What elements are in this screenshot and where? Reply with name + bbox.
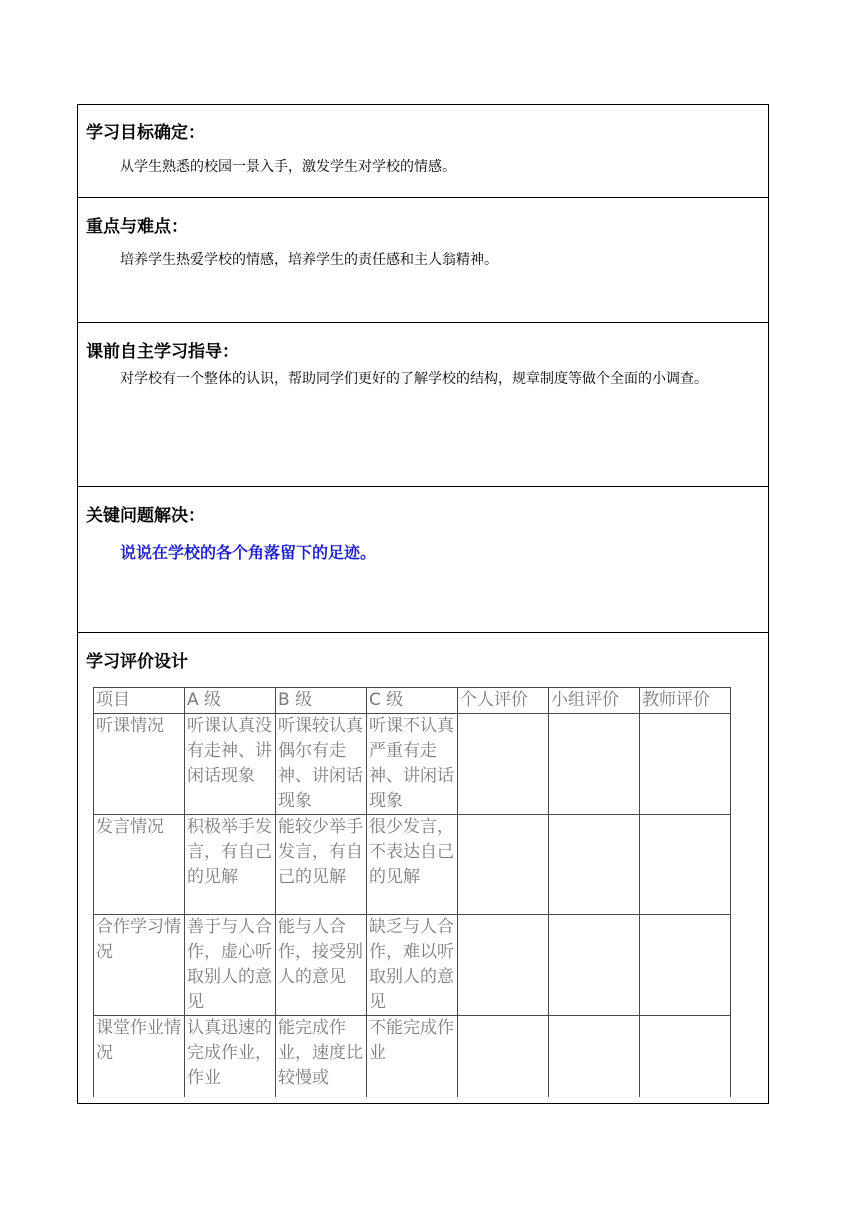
self-eval-cell [458, 915, 549, 1016]
section-text: 培养学生热爱学校的情感，培养学生的责任感和主人翁精神。 [120, 252, 498, 268]
c-level-cell: 不能完成作业 [367, 1016, 458, 1098]
c-level-cell: 很少发言，不表达自己的见解 [367, 815, 458, 915]
teacher-eval-cell [640, 815, 731, 915]
table-header-row [94, 688, 731, 714]
a-level-cell: 积极举手发言，有自己的见解 [185, 815, 276, 915]
evaluation-section [78, 633, 768, 1105]
item-cell: 发言情况 [94, 815, 185, 915]
key-question-text: 说说在学校的各个角落留下的足迹。 [120, 543, 377, 562]
header-cell: 个人评价 [458, 688, 549, 714]
teacher-eval-cell [640, 915, 731, 1016]
evaluation-table [93, 687, 731, 1097]
group-eval-cell [549, 714, 640, 815]
key-question-section [78, 487, 768, 633]
group-eval-cell [549, 915, 640, 1016]
item-cell: 听课情况 [94, 714, 185, 815]
a-level-cell: 听课认真没有走神、讲闲话现象 [185, 714, 276, 815]
section-text: 对学校有一个整体的认识，帮助同学们更好的了解学校的结构，规章制度等做个全面的小调查。 [120, 371, 708, 387]
section-text: 从学生熟悉的校园一景入手，激发学生对学校的情感。 [120, 159, 456, 175]
a-level-cell: 善于与人合作，虚心听取别人的意见 [185, 915, 276, 1016]
pre-class-guide-section [78, 323, 768, 487]
header-cell: 教师评价 [640, 688, 731, 714]
learning-goal-section [78, 105, 768, 198]
teacher-eval-cell [640, 714, 731, 815]
table-row [94, 1016, 731, 1098]
evaluation-table-wrapper [93, 687, 733, 1097]
table-row [94, 815, 731, 915]
b-level-cell: 听课较认真偶尔有走神、讲闲话现象 [276, 714, 367, 815]
b-level-cell: 能与人合作，接受别人的意见 [276, 915, 367, 1016]
b-level-cell: 能较少举手发言，有自己的见解 [276, 815, 367, 915]
section-heading: 重点与难点： [86, 217, 188, 237]
group-eval-cell [549, 815, 640, 915]
a-level-cell: 认真迅速的完成作业，作业 [185, 1016, 276, 1098]
c-level-cell: 缺乏与人合作，难以听取别人的意见 [367, 915, 458, 1016]
c-level-cell: 听课不认真严重有走神、讲闲话现象 [367, 714, 458, 815]
self-eval-cell [458, 1016, 549, 1098]
item-cell: 课堂作业情况 [94, 1016, 185, 1098]
header-cell: 小组评价 [549, 688, 640, 714]
key-points-section [78, 198, 768, 323]
lesson-plan-frame [77, 104, 769, 1104]
self-eval-cell [458, 815, 549, 915]
table-row [94, 714, 731, 815]
item-cell: 合作学习情况 [94, 915, 185, 1016]
group-eval-cell [549, 1016, 640, 1098]
section-heading: 课前自主学习指导： [86, 342, 239, 362]
section-heading: 关键问题解决： [86, 506, 205, 526]
self-eval-cell [458, 714, 549, 815]
b-level-cell: 能完成作业，速度比较慢或 [276, 1016, 367, 1098]
header-cell: B 级 [276, 688, 367, 714]
section-heading: 学习评价设计 [86, 652, 188, 672]
table-row [94, 915, 731, 1016]
teacher-eval-cell [640, 1016, 731, 1098]
header-cell: A 级 [185, 688, 276, 714]
section-heading: 学习目标确定： [86, 123, 205, 143]
header-cell: C 级 [367, 688, 458, 714]
header-cell: 项目 [94, 688, 185, 714]
